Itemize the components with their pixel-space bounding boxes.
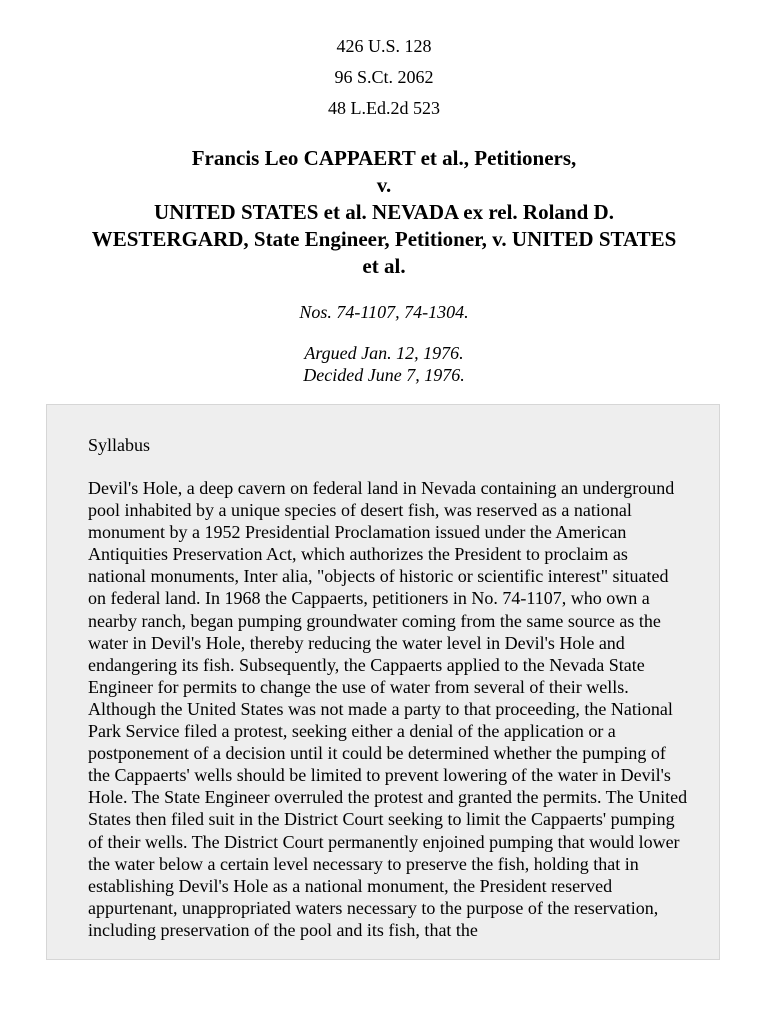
lawyers-edition-citation: 48 L.Ed.2d 523 <box>328 98 440 118</box>
case-title-line-2: v. <box>376 173 392 197</box>
argued-date: Argued Jan. 12, 1976. <box>304 343 464 363</box>
decided-date: Decided June 7, 1976. <box>303 365 465 385</box>
docket-numbers: Nos. 74-1107, 74-1304. <box>299 302 469 322</box>
case-dates <box>0 342 768 386</box>
syllabus-section <box>46 404 720 960</box>
supreme-court-reporter-citation: 96 S.Ct. 2062 <box>334 67 434 87</box>
citations <box>0 34 768 127</box>
case-title-line-3: UNITED STATES et al. NEVADA ex rel. Roland D. WESTERGARD, State Engineer, Petitioner, v. UNITED STATES et al. <box>91 200 677 278</box>
syllabus-text: Devil's Hole, a deep cavern on federal land in Nevada containing an underground pool inhabited by a unique species of desert fish, was reserved as a national monument by a 1952 Presidential Proclamation issued under the American Antiquities Preservation Act, which authorizes the President to proclaim as national monuments, Inter alia, "objects of historic or scientific interest" situated on federal land. In 1968 the Cappaerts, petitioners in No. 74-1107, who own a nearby ranch, began pumping groundwater coming from the same source as the water in Devil's Hole, thereby reducing the water level in Devil's Hole and endangering its fish. Subsequently, the Cappaerts applied to the Nevada State Engineer for permits to change the use of water from several of their wells. Although the United States was not made a party to that proceeding, the National Park Service filed a protest, seeking either a denial of the application or a postponement of a decision until it could be determined whether the pumping of the Cappaerts' wells should be limited to prevent lowering of the water in Devil's Hole. The State Engineer overruled the protest and granted the permits. The United States then filed suit in the District Court seeking to limit the Cappaerts' pumping of their wells. The District Court permanently enjoined pumping that would lower the water below a certain level necessary to preserve the fish, holding that in establishing Devil's Hole as a national monument, the President reserved appurtenant, unappropriated waters necessary to the purpose of the reservation, including preservation of the pool and its fish, that the <box>88 478 688 940</box>
syllabus-heading: Syllabus <box>88 435 151 455</box>
case-title <box>90 145 678 280</box>
case-title-line-1: Francis Leo CAPPAERT et al., Petitioners, <box>191 146 577 170</box>
us-reports-citation: 426 U.S. 128 <box>336 36 432 56</box>
